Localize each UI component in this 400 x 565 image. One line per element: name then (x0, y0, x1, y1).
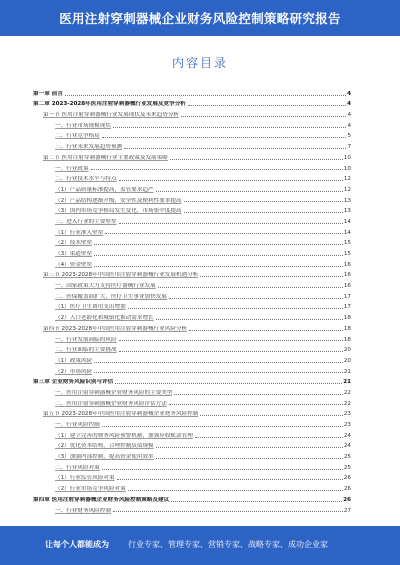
toc-entry-page-number: 24 (343, 432, 351, 439)
toc-entry[interactable] (33, 129, 351, 140)
toc-entry-page-number: 23 (343, 422, 351, 428)
toc-entry-page-number: 17 (343, 304, 351, 311)
toc-entry-label: （3）加强内部控制，提高资金使用效率 (55, 454, 154, 461)
toc-leader-dots (115, 383, 342, 384)
toc-entry[interactable] (33, 161, 351, 172)
toc-entry[interactable] (33, 417, 351, 428)
toc-entry[interactable] (33, 225, 351, 236)
toc-leader-dots (184, 201, 343, 202)
toc-leader-dots (188, 105, 346, 106)
footer-tagline: 行业专家、管理专家、营销专家、战略专家、成功企业家 (128, 540, 328, 549)
toc-entry[interactable] (33, 492, 351, 503)
toc-entry-label: （2）人口老龄化和城镇化推动需求增长 (55, 315, 154, 322)
toc-entry[interactable] (33, 385, 351, 396)
toc-entry[interactable] (33, 86, 351, 97)
toc-leader-dots (102, 137, 347, 138)
toc-entry-page-number: 25 (343, 454, 351, 461)
toc-entry-label: 第五节 2023-2028年中国医用注射穿刺器械企业财务风险控制 (43, 411, 199, 418)
toc-entry[interactable] (33, 460, 351, 471)
toc-entry-page-number: 16 (343, 272, 351, 279)
toc-entry-label: （1）政策风险 (55, 357, 93, 364)
table-of-contents (33, 86, 351, 514)
toc-entry-page-number: 18 (343, 336, 351, 343)
toc-entry-page-number: 25 (343, 464, 351, 471)
toc-entry-page-number: 24 (343, 443, 351, 450)
toc-entry[interactable] (33, 481, 351, 492)
toc-leader-dots (128, 490, 343, 491)
toc-leader-dots (91, 169, 343, 170)
toc-entry-page-number: 12 (343, 186, 351, 193)
toc-entry[interactable] (33, 193, 351, 204)
toc-entry-page-number: 21 (343, 368, 351, 375)
toc-leader-dots (156, 319, 343, 320)
toc-entry-label: 二、行业面临的主要挑战 (55, 347, 117, 354)
toc-entry-label: （2）行业市场竞争风险对策 (55, 486, 126, 493)
toc-entry-label: （3）渠道壁垒 (55, 251, 93, 257)
toc-entry[interactable] (33, 172, 351, 183)
footer-slogan: 让每个人都能成为 (45, 540, 109, 549)
toc-entry[interactable] (33, 353, 351, 364)
toc-entry[interactable] (33, 118, 351, 129)
toc-entry[interactable] (33, 343, 351, 354)
toc-entry-page-number: 23 (343, 411, 351, 418)
toc-entry[interactable] (33, 246, 351, 257)
toc-entry-label: 一、行业发展面临的风险 (55, 336, 117, 343)
toc-entry-label: 第二节 医用注射穿刺器械行业主要政策及发展策略 (43, 154, 168, 161)
toc-entry-label: （2）优化资本结构，合理控制负债规模 (55, 443, 154, 450)
toc-entry[interactable] (33, 289, 351, 300)
toc-leader-dots (117, 479, 343, 480)
toc-entry-page-number: 16 (343, 283, 351, 290)
toc-entry[interactable] (33, 97, 351, 108)
toc-leader-dots (170, 159, 343, 160)
toc-entry-page-number: 13 (343, 197, 351, 204)
toc-entry[interactable] (33, 321, 351, 332)
toc-entry-label: 一、行业政策 (55, 165, 89, 172)
toc-entry-page-number: 20 (343, 357, 351, 364)
toc-entry-label: （1）医疗卫生费用支出增加 (55, 304, 126, 311)
toc-leader-dots (184, 212, 343, 213)
toc-entry-page-number: 15 (343, 240, 351, 247)
toc-entry-label: 一、医用注射穿刺器械企业财务风险的主要类型 (55, 389, 173, 396)
toc-entry-page-number: 17 (343, 293, 351, 300)
toc-entry[interactable] (33, 396, 351, 407)
toc-entry-label: 二、医保覆盖面扩大，医疗卫生事业加快发展 (55, 293, 167, 300)
toc-entry[interactable] (33, 471, 351, 482)
toc-entry-page-number: 22 (343, 400, 351, 407)
toc-leader-dots (200, 276, 343, 277)
toc-entry-label: （1）行业监管风险对策 (55, 475, 115, 482)
toc-entry[interactable] (33, 503, 351, 514)
toc-entry-page-number: 16 (343, 261, 351, 268)
toc-leader-dots (128, 308, 343, 309)
report-title: 医用注射穿刺器械企业财务风险控制策略研究报告 (59, 11, 341, 26)
toc-entry-page-number: 10 (343, 165, 351, 172)
toc-leader-dots (156, 458, 343, 459)
toc-entry-label: 二、行业竞争格局 (55, 133, 100, 140)
toc-entry[interactable] (33, 268, 351, 279)
toc-entry[interactable] (33, 257, 351, 268)
toc-leader-dots (94, 372, 343, 373)
toc-leader-dots (102, 469, 343, 470)
toc-entry[interactable] (33, 310, 351, 321)
toc-entry-label: （3）国内市场竞争格局发生变化，市场集中度提高 (55, 208, 182, 215)
toc-entry-label: （1）行业准入壁垒 (55, 229, 104, 236)
toc-entry[interactable] (33, 364, 351, 375)
toc-entry-page-number: 26 (343, 486, 351, 493)
toc-entry-label: 第四章 医用注射穿刺器械企业财务风险控制策略及建议 (33, 496, 170, 503)
toc-leader-dots (181, 116, 346, 117)
toc-entry-page-number: 14 (343, 229, 351, 236)
toc-entry-page-number: 18 (343, 325, 351, 332)
toc-entry-label: （1）产品质量标准提高，监管要求趋严 (55, 186, 154, 193)
toc-entry-page-number: 12 (343, 176, 351, 183)
toc-entry[interactable] (33, 278, 351, 289)
toc-leader-dots (174, 394, 342, 395)
toc-entry[interactable] (33, 407, 351, 418)
toc-entry-label: 三、进入行业的主要壁垒 (55, 218, 117, 225)
toc-leader-dots (119, 351, 343, 352)
toc-entry[interactable] (33, 214, 351, 225)
toc-entry-page-number: 21 (343, 379, 351, 386)
toc-leader-dots (156, 447, 343, 448)
toc-entry-page-number: 13 (343, 208, 351, 215)
toc-heading: 内容目录 (171, 56, 228, 70)
toc-entry-label: 第二章 2023-2028年医用注射穿刺器械行业发展及竞争分析 (33, 101, 186, 108)
toc-entry-label: 一、行业财务风险控制 (55, 507, 111, 514)
toc-entry-page-number: 26 (343, 475, 351, 482)
toc-entry-page-number: 22 (343, 389, 351, 396)
toc-entry-label: （1）建立完善的财务风险预警机制，加强应收账款管理 (55, 432, 193, 439)
toc-entry[interactable] (33, 182, 351, 193)
toc-leader-dots (94, 244, 343, 245)
toc-leader-dots (105, 233, 343, 234)
toc-entry-page-number: 27 (343, 507, 351, 514)
toc-entry-page-number: 7 (347, 144, 351, 151)
toc-leader-dots (102, 426, 343, 427)
toc-entry-page-number: 20 (343, 347, 351, 354)
toc-entry[interactable] (33, 375, 351, 386)
toc-leader-dots (189, 330, 343, 331)
toc-leader-dots (169, 298, 343, 299)
toc-entry[interactable] (33, 236, 351, 247)
toc-entry-label: （4）资金壁垒 (55, 261, 93, 268)
toc-entry-page-number: 18 (343, 315, 351, 322)
toc-leader-dots (113, 511, 343, 512)
toc-leader-dots (158, 287, 343, 288)
toc-entry[interactable] (33, 428, 351, 439)
toc-leader-dots (94, 255, 343, 256)
toc-entry[interactable] (33, 332, 351, 343)
toc-leader-dots (94, 266, 343, 267)
toc-leader-dots (124, 148, 346, 149)
toc-entry-page-number: 4 (347, 122, 351, 129)
toc-entry-page-number: 26 (343, 496, 351, 503)
toc-entry-label: 第一节 医用注射穿刺器械行业发展现状及未来趋势分析 (43, 112, 180, 119)
toc-entry[interactable] (33, 204, 351, 215)
toc-entry-label: 二、行业技术水平与特点 (55, 176, 117, 183)
toc-entry-page-number: 4 (347, 112, 351, 119)
toc-entry-label: 第三节 2023-2028年中国医用注射穿刺器械行业发展机遇分析 (43, 272, 199, 279)
toc-leader-dots (200, 415, 343, 416)
toc-leader-dots (169, 404, 343, 405)
toc-entry[interactable] (33, 139, 351, 150)
toc-entry-page-number: 10 (343, 154, 351, 161)
toc-entry-label: 二、行业风险对策 (55, 464, 100, 471)
toc-entry[interactable] (33, 439, 351, 450)
report-header-bar (0, 0, 400, 36)
toc-leader-dots (94, 362, 343, 363)
toc-entry[interactable] (33, 150, 351, 161)
toc-entry-label: （2）技术壁垒 (55, 240, 93, 247)
toc-entry-label: 第三章 企业财务风险识别与评估 (33, 379, 114, 386)
toc-entry-page-number: 14 (343, 218, 351, 225)
toc-entry[interactable] (33, 300, 351, 311)
toc-entry-label: 第一章 前言 (33, 90, 63, 97)
toc-leader-dots (119, 340, 343, 341)
toc-leader-dots (195, 437, 343, 438)
toc-leader-dots (156, 191, 343, 192)
toc-entry-label: 一、国家政策大力支持医疗器械行业发展 (55, 283, 156, 290)
toc-entry-page-number: 4 (347, 101, 351, 108)
toc-leader-dots (119, 180, 343, 181)
toc-entry-label: 二、医用注射穿刺器械企业财务风险评估方法 (55, 400, 167, 407)
toc-entry-page-number: 15 (343, 251, 351, 257)
toc-entry-page-number: 4 (347, 90, 351, 97)
toc-entry-label: 第四节 2023-2028年中国医用注射穿刺器械行业风险分析 (43, 325, 188, 332)
toc-entry-label: 一、行业风险控制 (55, 422, 100, 428)
toc-entry-label: （2）市场风险 (55, 368, 93, 375)
toc-leader-dots (113, 127, 346, 128)
toc-entry-page-number: 5 (347, 133, 351, 140)
toc-leader-dots (65, 95, 346, 96)
toc-entry[interactable] (33, 449, 351, 460)
toc-entry-label: 一、行业市场规模现状 (55, 122, 111, 129)
toc-entry-label: （2）产品结构逐渐升级，安全性及便利性要求提高 (55, 197, 182, 204)
toc-entry-label: 三、行业未来发展趋势预测 (55, 144, 123, 151)
toc-leader-dots (171, 501, 342, 502)
toc-entry[interactable] (33, 107, 351, 118)
footer-bar (0, 526, 400, 565)
toc-leader-dots (119, 223, 343, 224)
